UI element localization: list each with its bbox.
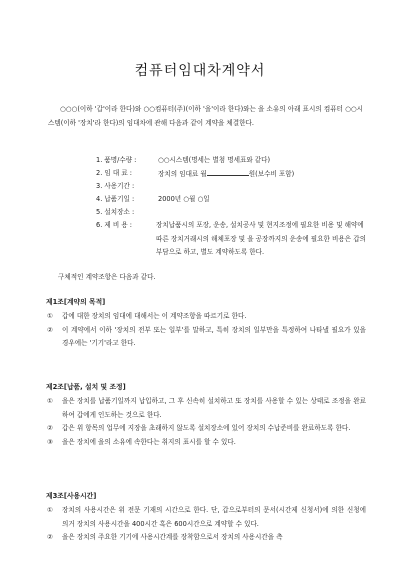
clause-number: ② xyxy=(47,533,53,541)
article-1 xyxy=(46,296,366,351)
clause-number: ③ xyxy=(47,437,53,446)
item-label: 1. 품명/수량 : xyxy=(96,156,137,164)
item-value xyxy=(158,167,371,180)
clause-number: ② xyxy=(47,325,53,334)
item-label: 3. 사용기간 : xyxy=(96,182,135,190)
article-heading: 제2조[납품, 설치 및 조정] xyxy=(46,383,126,391)
item-value: 장치납품시의 포장, 운송, 설치공사 및 현지조정에 필요한 비용 및 해약에 따른 장치거래시의 해체포장 및 을 공장까지의 운송에 필요한 비용은 갑의 부담으로 하고, 별도 계약하도록 한다. xyxy=(156,221,366,256)
item-product xyxy=(96,154,371,167)
article-heading: 제3조[사용시간] xyxy=(46,492,97,500)
item-period xyxy=(96,180,371,193)
item-value: 2000년 ○월 ○일 xyxy=(158,195,210,203)
article-heading: 제1조[계약의 목적] xyxy=(46,298,106,306)
clause-text: 이 계약에서 이하 '장치의 전부 또는 일부'를 말하고, 특히 장치의 일부만을 특정하여 나타낼 필요가 있을 경우에는 '기기'라고 한다. xyxy=(62,325,366,347)
document-title: 컴퓨터임대차계약서 xyxy=(134,63,266,79)
item-label: 6. 제 비 용 : xyxy=(96,221,133,229)
clause-text: 갑에 대한 장치의 임대에 대해서는 이 계약조항을 따르기로 한다. xyxy=(62,312,247,320)
item-rent xyxy=(96,167,371,180)
rent-suffix: 원(보수비 포함) xyxy=(248,170,295,178)
contract-items-list xyxy=(96,154,371,260)
rent-prefix: 장치의 임대료 월 xyxy=(158,170,207,178)
item-value: ○○시스템(명세는 별첨 명세표와 같다) xyxy=(158,156,271,164)
article-3 xyxy=(46,490,366,545)
clause-number: ① xyxy=(47,397,53,405)
clause xyxy=(46,422,366,436)
clause-number: ② xyxy=(47,424,53,432)
item-value xyxy=(158,180,371,193)
article-2 xyxy=(46,381,366,449)
clause xyxy=(46,395,366,422)
item-value xyxy=(158,206,371,219)
clause-text: 을은 장치에 을의 소유에 속한다는 취지의 표시를 할 수 있다. xyxy=(62,437,236,446)
clause xyxy=(46,504,366,531)
clause xyxy=(46,531,366,545)
item-label: 2. 임 대 료 : xyxy=(96,169,133,177)
item-label: 4. 납품기일 : xyxy=(96,195,135,203)
clause xyxy=(46,436,366,450)
rent-amount-blank xyxy=(207,167,249,176)
clause xyxy=(46,310,366,324)
clause-number: ① xyxy=(47,506,53,514)
clause-text: 을은 장치의 주요한 기기에 사용시간계를 장착함으로서 장치의 사용시간을 측 xyxy=(62,533,283,541)
clause-text: 을은 장치를 납품기일까지 납입하고, 그 후 신속히 설치하고 또 장치를 사용할 수 있는 상태로 조정을 완료하여 갑에게 인도하는 것으로 한다. xyxy=(62,397,366,419)
item-location xyxy=(96,206,371,219)
clause xyxy=(46,324,366,351)
clause-number: ① xyxy=(47,312,53,320)
clause-text: 갑은 위 항목의 업무에 지장을 초래하지 않도록 설치장소에 있어 장치의 수납준비를 완료하도록 한다. xyxy=(62,424,351,432)
item-label: 5. 설치장소 : xyxy=(96,208,135,216)
terms-intro-line: 구체적인 계약조항은 다음과 같다. xyxy=(58,273,156,281)
item-delivery-date xyxy=(96,193,371,206)
intro-paragraph: ○○○(이하 '갑'이라 한다)와 ○○컴퓨터(주)(이하 '을'이라 한다)와는 을 소유의 아래 표시의 컴퓨터 ○○시스템(이하 '장치'라 한다)의 임대차에 관해 다음과 같이 계약을 체결한다. xyxy=(48,105,363,127)
item-expenses xyxy=(96,219,371,260)
clause-text: 장치의 사용시간은 위 전문 기재의 시간으로 한다. 단, 갑으로부터의 문서(시간제 신청서)에 의한 신청에 의거 장치의 사용시간을 400시간 혹은 600시간으로 계약할 수 있다. xyxy=(62,506,366,528)
